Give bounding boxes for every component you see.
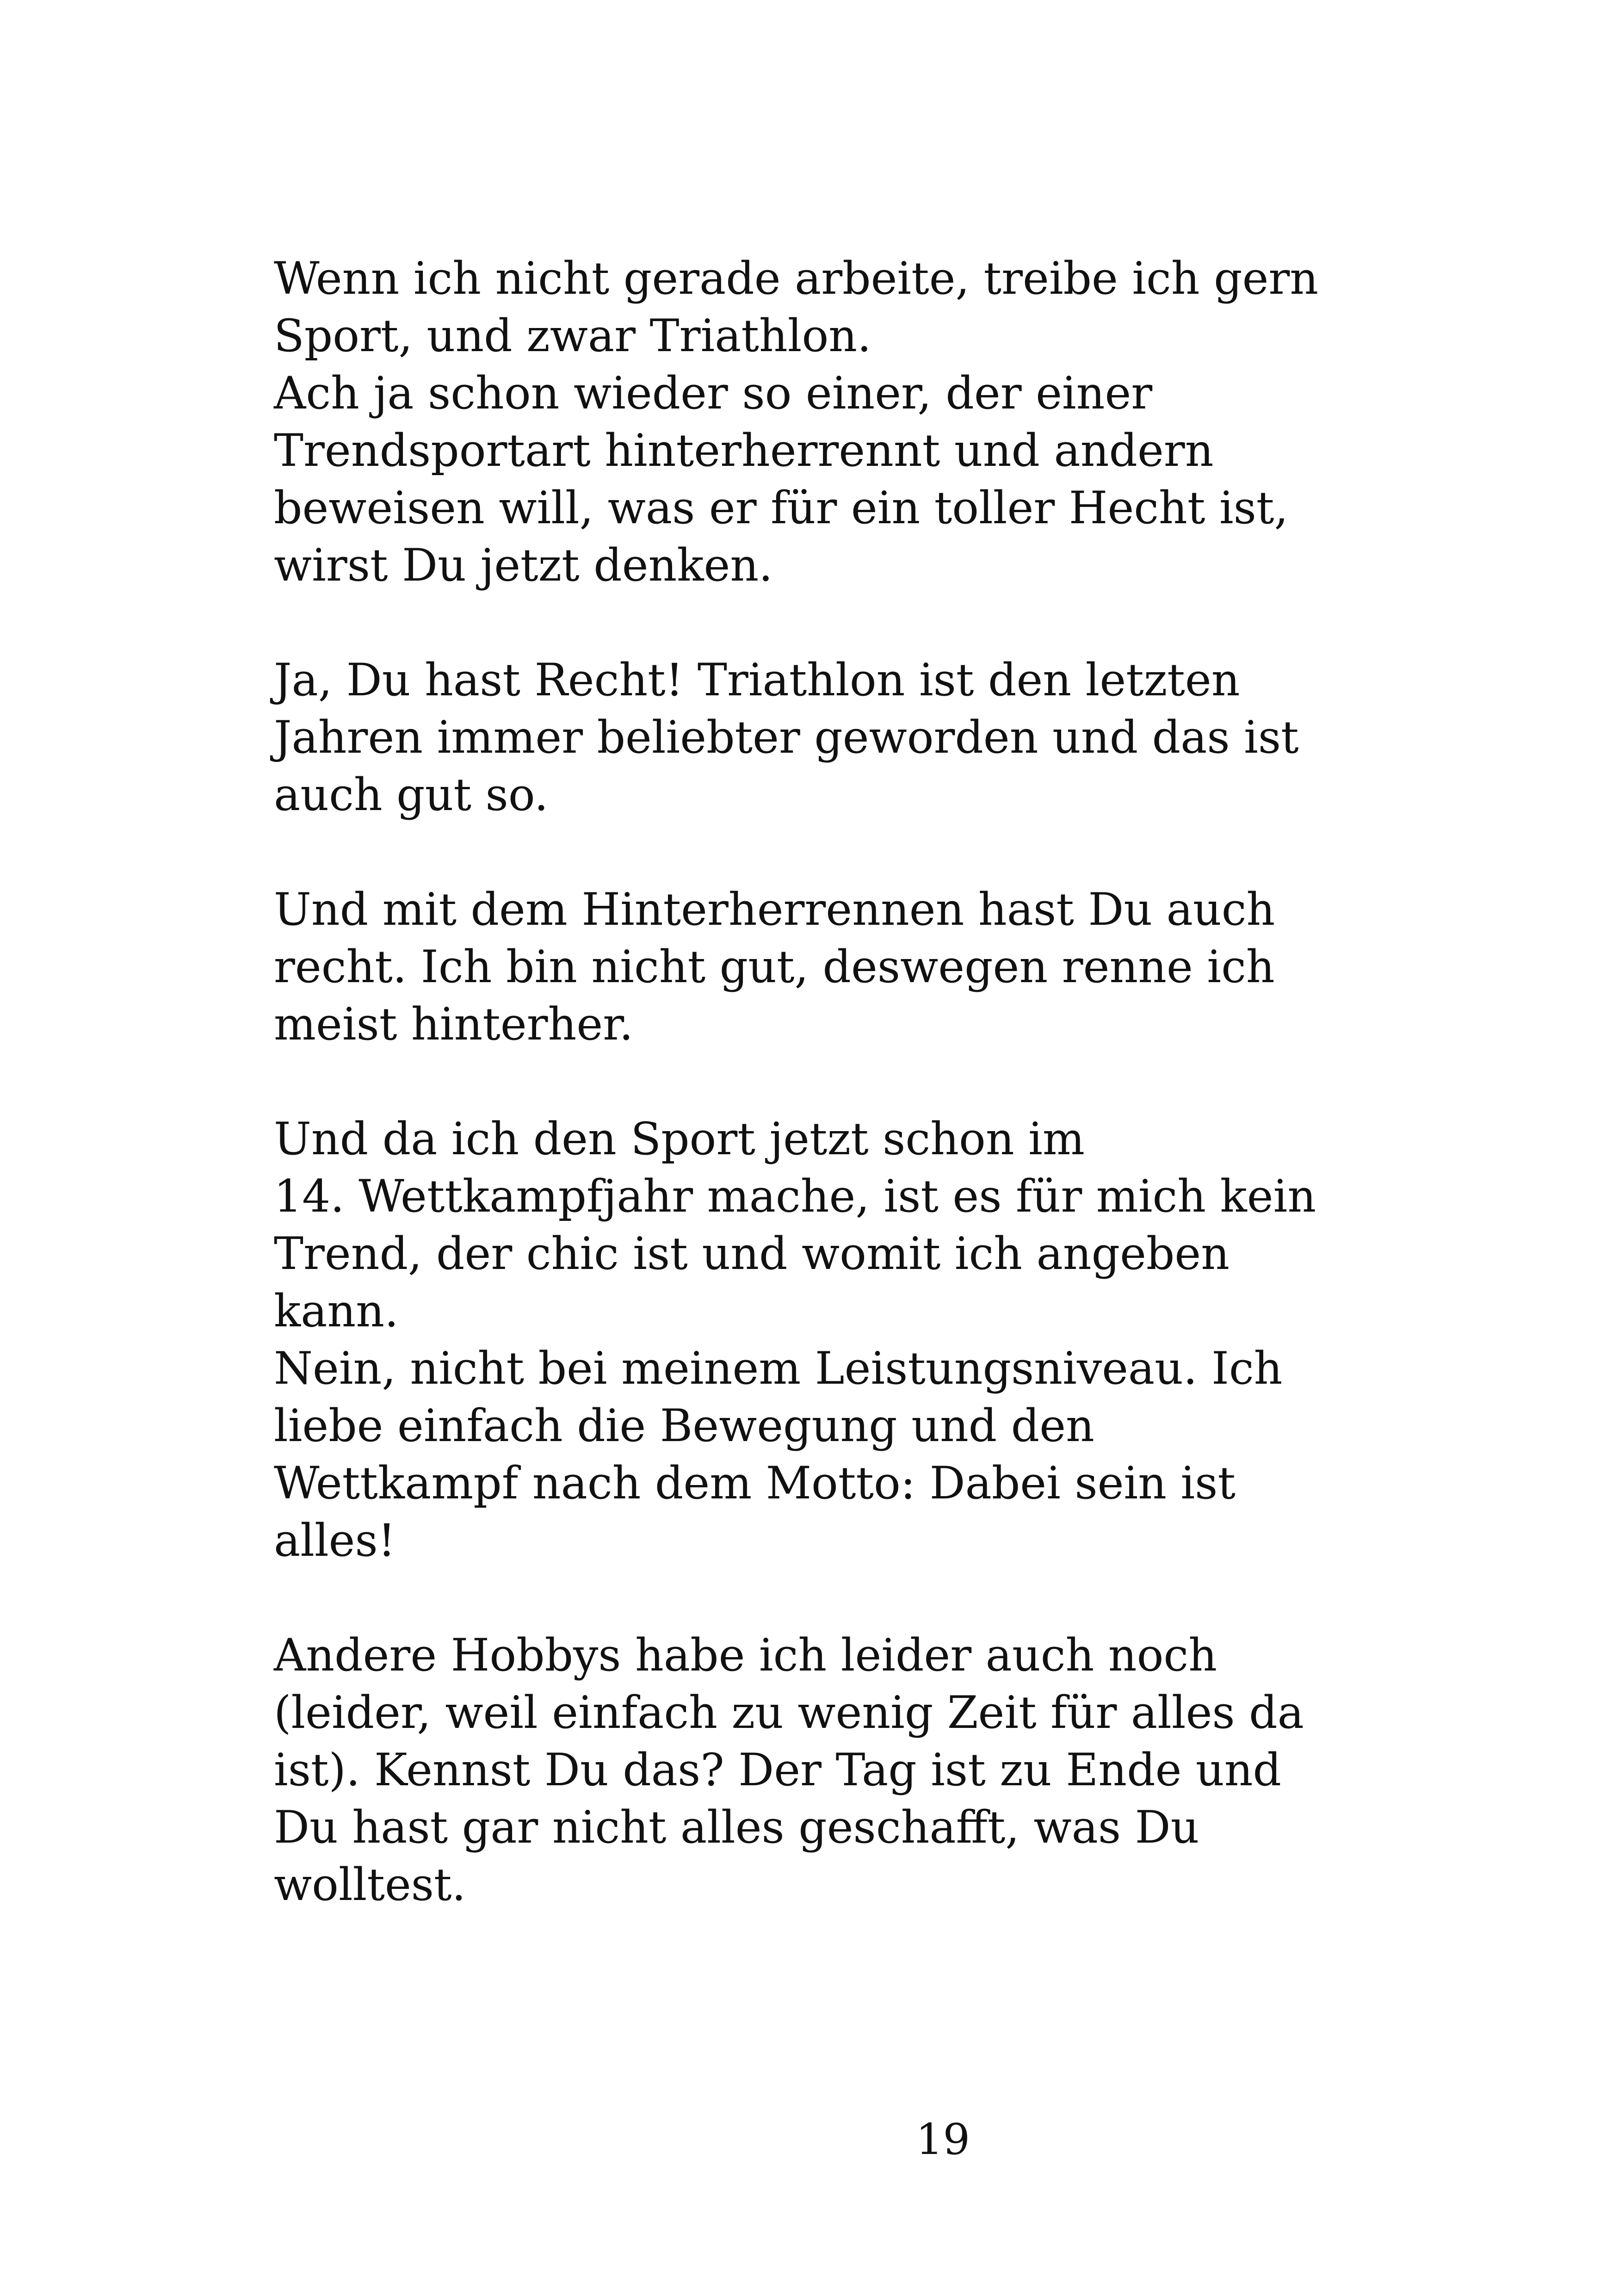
text-line: Trend, der chic ist und womit ich angeben bbox=[274, 1228, 1230, 1280]
text-line: Jahren immer beliebter geworden und das ist bbox=[274, 712, 1299, 763]
text-line: Und mit dem Hinterherrennen hast Du auch bbox=[274, 884, 1275, 935]
text-line: Ja, Du hast Recht! Triathlon ist den letzten bbox=[274, 654, 1240, 706]
text-line: kann. bbox=[274, 1285, 399, 1337]
text-line: Wenn ich nicht gerade arbeite, treibe ich gern bbox=[274, 253, 1319, 304]
paragraph bbox=[274, 651, 1384, 823]
text-line: recht. Ich bin nicht gut, deswegen renne ich bbox=[274, 941, 1275, 993]
text-line: Ach ja schon wieder so einer, der einer bbox=[274, 367, 1153, 419]
text-line: wirst Du jetzt denken. bbox=[274, 539, 773, 591]
text-line: Wettkampf nach dem Motto: Dabei sein ist bbox=[274, 1457, 1236, 1509]
text-line: Und da ich den Sport jetzt schon im bbox=[274, 1113, 1085, 1165]
paragraph bbox=[274, 1627, 1384, 1913]
text-line: wolltest. bbox=[274, 1859, 466, 1911]
text-line: liebe einfach die Bewegung und den bbox=[274, 1400, 1094, 1452]
text-line: (leider, weil einfach zu wenig Zeit für alles da bbox=[274, 1687, 1304, 1739]
paragraph bbox=[274, 1110, 1384, 1569]
paragraph-spacer bbox=[274, 594, 1384, 651]
paragraph bbox=[274, 881, 1384, 1053]
text-line: ist). Kennst Du das? Der Tag ist zu Ende und bbox=[274, 1744, 1281, 1796]
text-line: auch gut so. bbox=[274, 769, 549, 821]
text-line: meist hinterher. bbox=[274, 998, 634, 1050]
paragraph-spacer bbox=[274, 1569, 1384, 1627]
page-number: 19 bbox=[916, 2115, 970, 2164]
text-line: 14. Wettkampfjahr mache, ist es für mich kein bbox=[274, 1170, 1316, 1222]
paragraph-spacer bbox=[274, 1053, 1384, 1110]
body-text bbox=[274, 250, 1384, 1913]
paragraph bbox=[274, 250, 1384, 594]
text-line: Sport, und zwar Triathlon. bbox=[274, 310, 871, 362]
text-line: Nein, nicht bei meinem Leistungsniveau. Ich bbox=[274, 1343, 1283, 1394]
text-line: Andere Hobbys habe ich leider auch noch bbox=[274, 1629, 1217, 1681]
text-line: Trendsportart hinterherrennt und andern bbox=[274, 425, 1214, 477]
text-line: alles! bbox=[274, 1515, 396, 1566]
paragraph-spacer bbox=[274, 823, 1384, 881]
text-line: Du hast gar nicht alles geschafft, was Du bbox=[274, 1801, 1199, 1853]
text-line: beweisen will, was er für ein toller Hecht ist, bbox=[274, 482, 1288, 534]
